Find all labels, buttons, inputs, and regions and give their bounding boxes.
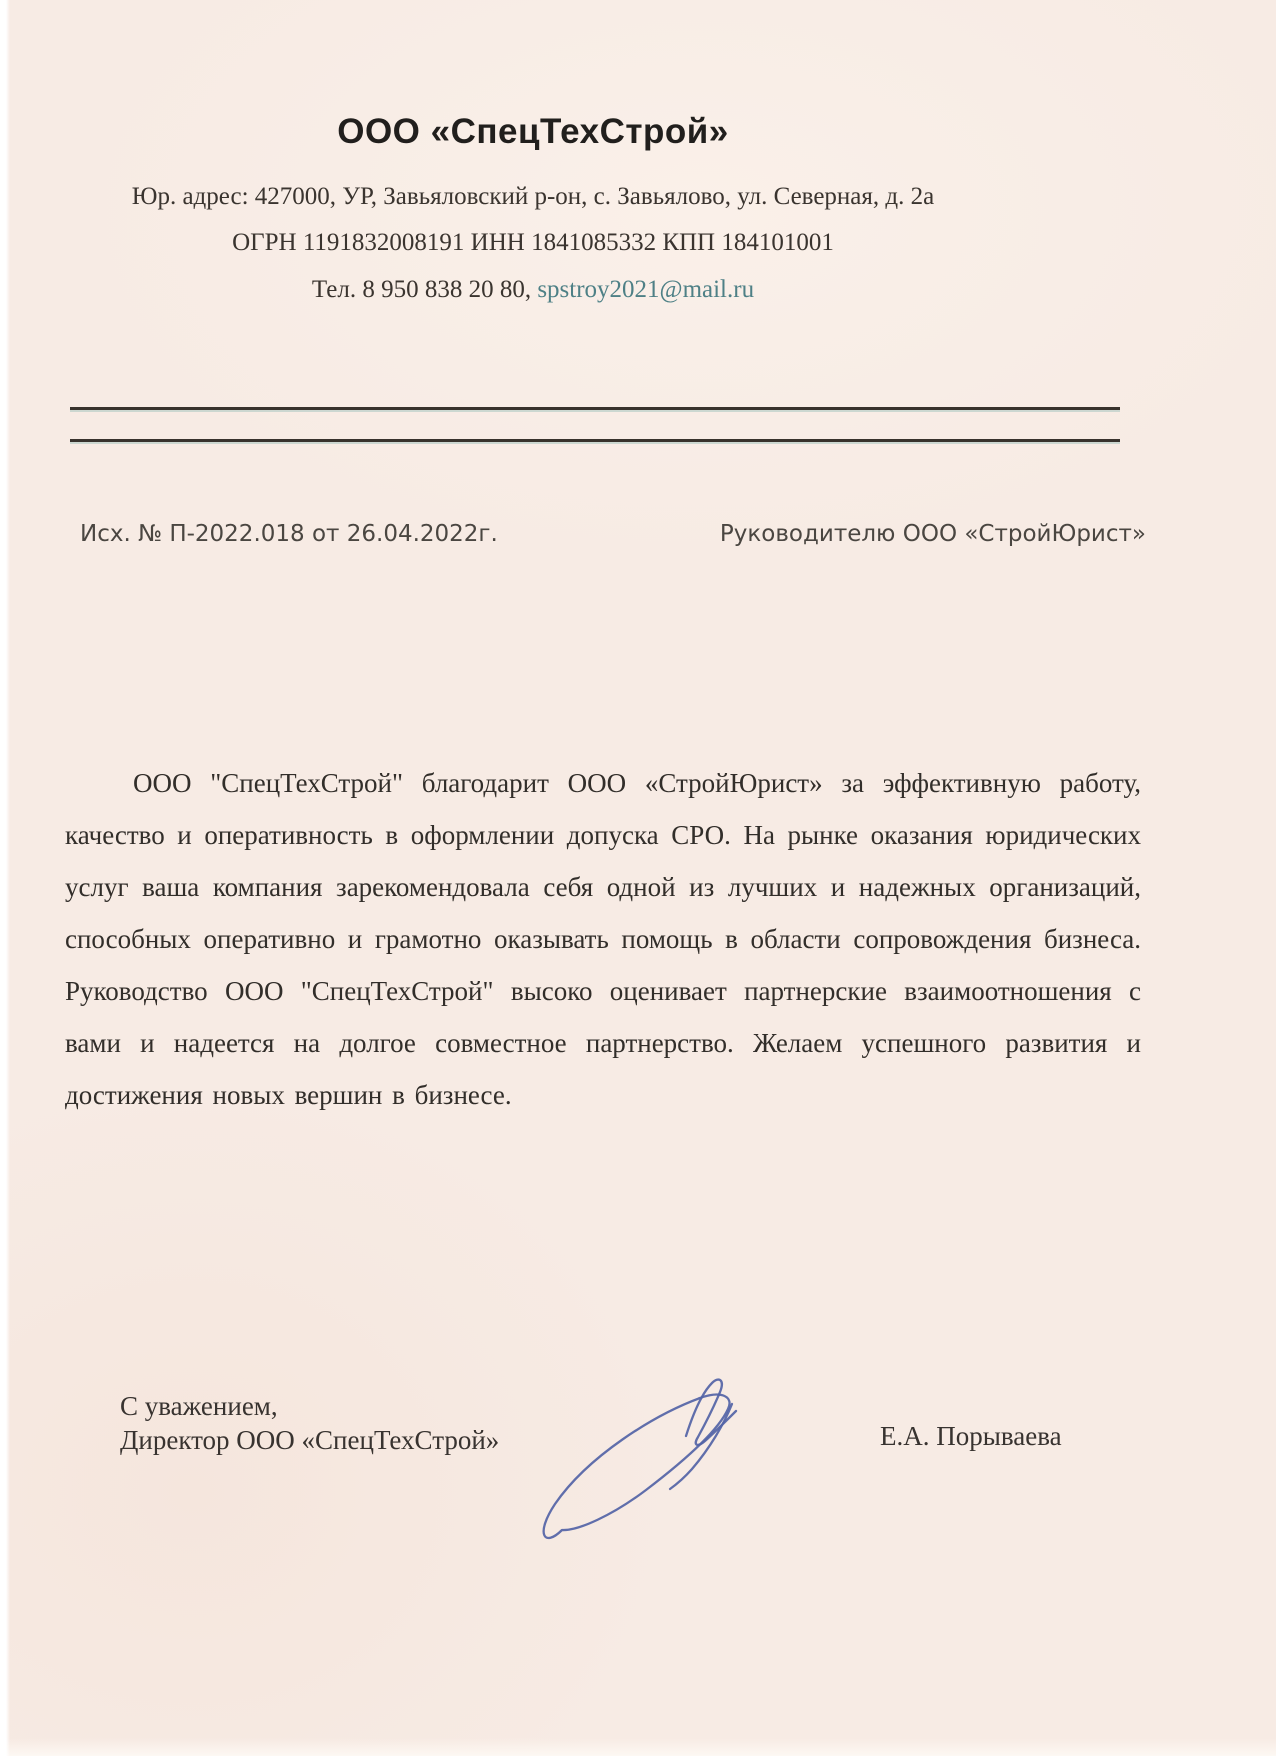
signatory-title: Директор ООО «СпецТехСтрой» <box>120 1425 500 1455</box>
addressee: Руководителю ООО «СтройЮрист» <box>719 521 1146 547</box>
letter-body: ООО "СпецТехСтрой" благодарит ООО «СтройЮрист» за эффективную работу, качество и оперативность в оформлении допуска СРО. На рынке оказания юридических услуг ваша компания зарекомендовала себя одной из лучших и надежных организаций, способных оперативно и грамотно оказывать помощь в области сопровождения бизнеса. Руководство ООО "СпецТехСтрой" высоко оценивает партнерские взаимоотношения с вами и надеется на долгое совместное партнерство. Желаем успешного развития и достижения новых вершин в бизнесе. <box>65 768 1141 1110</box>
contact-line <box>0 276 1066 304</box>
letterhead-divider-top <box>70 407 1120 410</box>
letterhead-divider-bottom <box>70 439 1120 442</box>
company-name: ООО «СпецТехСтрой» <box>337 112 729 151</box>
phone-number: Тел. 8 950 838 20 80, <box>311 276 538 303</box>
closing-salutation: С уважением, <box>120 1391 278 1421</box>
email-address: spstroy2021@mail.ru <box>537 276 755 303</box>
signature-loop <box>544 1395 730 1538</box>
reference-row <box>80 521 1146 547</box>
closing-block <box>120 1389 499 1457</box>
signatory-name: Е.А. Порываева <box>880 1421 1062 1451</box>
legal-address: Юр. адрес: 427000, УР, Завьяловский р-он, с. Завьялово, ул. Северная, д. 2а <box>131 183 935 210</box>
outgoing-number: Исх. № П-2022.018 от 26.04.2022г. <box>80 521 498 547</box>
handwritten-signature <box>540 1376 802 1554</box>
registration-numbers: ОГРН 1191832008191 ИНН 1841085332 КПП 184101001 <box>232 229 834 256</box>
